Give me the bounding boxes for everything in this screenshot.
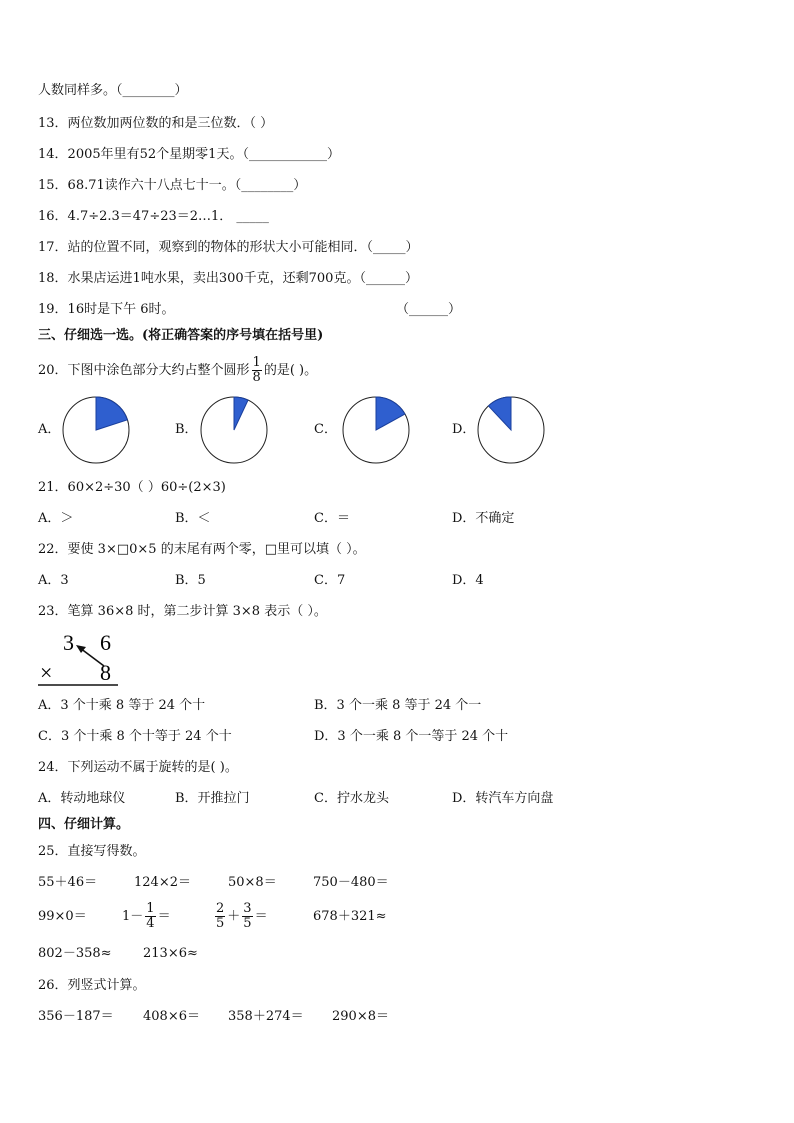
pie-a (60, 394, 132, 466)
q20-option-c-label: C． (314, 422, 337, 437)
pie-c (340, 394, 412, 466)
q26-c: 358＋274＝ (228, 1009, 304, 1024)
q22-option-d: D．4 (452, 573, 484, 588)
q25-r2-c-frac1 (215, 902, 225, 931)
q23-digit-8: 8 (100, 660, 111, 685)
q25: 25．直接写得数。 (38, 844, 146, 859)
q20-suffix: 的是( )。 (263, 363, 318, 378)
q25-r2-c (213, 898, 268, 936)
q18: 18．水果店运进1吨水果，卖出300千克，还剩700克。（______） (38, 271, 418, 286)
q25-r2-d: 678＋321≈ (313, 909, 387, 924)
q25-r2-c-op: ＋ (227, 909, 241, 924)
q25-r2-c-n1: 2 (216, 901, 225, 916)
q25-r1-b: 124×2＝ (134, 875, 191, 890)
q23-multiplication-figure (34, 628, 134, 688)
q22-option-a: A．3 (38, 573, 69, 588)
q16: 16．4.7÷2.3＝47÷23＝2…1． _____ (38, 209, 269, 224)
q13: 13．两位数加两位数的和是三位数．（ ） (38, 116, 274, 131)
q20-fraction (252, 356, 262, 385)
q22-option-c: C．7 (314, 573, 346, 588)
q20-option-a-label: A． (38, 422, 61, 437)
q23: 23．笔算 36×8 时，第二步计算 3×8 表示（ ）。 (38, 604, 327, 619)
q21-option-c: C．＝ (314, 511, 350, 526)
q26-b: 408×6＝ (143, 1009, 200, 1024)
q23-option-a: A．3 个十乘 8 等于 24 个十 (38, 698, 206, 713)
q23-option-c: C．3 个十乘 8 个十等于 24 个十 (38, 729, 232, 744)
q25-r2-b-post: ＝ (157, 909, 171, 924)
q23-times-sign: × (40, 660, 53, 685)
q20-option-b-label: B． (175, 422, 198, 437)
q25-r2-c-d1: 5 (216, 916, 225, 931)
q25-r2-c-frac2 (242, 902, 252, 931)
q23-digit-6: 6 (100, 630, 111, 655)
q14: 14．2005年里有52个星期零1天。（____________） (38, 147, 340, 162)
q23-digit-3: 3 (63, 630, 74, 655)
q25-r2-a: 99×0＝ (38, 909, 87, 924)
q25-r3-a: 802－358≈ (38, 946, 112, 961)
q21: 21．60×2÷30（ ）60÷(2×3) (38, 480, 226, 495)
q15: 15．68.71读作六十八点七十一。（________） (38, 178, 307, 193)
q25-r1-d: 750－480＝ (313, 875, 389, 890)
q25-r2-b-frac (145, 902, 155, 931)
q26: 26．列竖式计算。 (38, 978, 146, 993)
q24-option-c: C．拧水龙头 (314, 791, 389, 806)
q21-option-a: A．＞ (38, 511, 74, 526)
q26-d: 290×8＝ (332, 1009, 389, 1024)
q25-r2-c-d2: 5 (243, 916, 252, 931)
q24: 24．下列运动不属于旋转的是( )。 (38, 760, 238, 775)
q25-r2-b-den: 4 (146, 916, 155, 931)
q20 (38, 354, 317, 388)
q17: 17．站的位置不同，观察到的物体的形状大小可能相同．（_____） (38, 240, 419, 255)
q25-r2-b-num: 1 (146, 901, 155, 916)
q25-r2-c-n2: 3 (243, 901, 252, 916)
q20-frac-num: 1 (252, 355, 261, 370)
q19: 19．16时是下午 6时。 (38, 302, 175, 317)
q19-answer-blank: （______） (396, 302, 462, 317)
pie-d (475, 394, 547, 466)
q20-option-d-label: D． (452, 422, 476, 437)
q25-r2-b (122, 898, 171, 936)
q20-frac-den: 8 (252, 370, 261, 385)
q23-option-b: B．3 个一乘 8 等于 24 个一 (314, 698, 482, 713)
q12-continuation: 人数同样多。（________） (38, 83, 188, 98)
pie-b (198, 394, 270, 466)
section4-title: 四、仔细计算。 (38, 817, 130, 832)
q22: 22．要使 3×□0×5 的末尾有两个零，□里可以填（ ）。 (38, 542, 366, 557)
q25-r1-a: 55＋46＝ (38, 875, 98, 890)
q22-option-b: B．5 (175, 573, 206, 588)
q24-option-b: B．开推拉门 (175, 791, 250, 806)
q23-option-d: D．3 个一乘 8 个一等于 24 个十 (314, 729, 509, 744)
section3-title: 三、仔细选一选。(将正确答案的序号填在括号里) (38, 328, 324, 343)
q20-prefix: 20．下图中涂色部分大约占整个圆形 (38, 363, 250, 378)
q21-option-d: D．不确定 (452, 511, 515, 526)
q21-option-b: B．＜ (175, 511, 211, 526)
q25-r3-b: 213×6≈ (143, 946, 198, 961)
q25-r2-b-pre: 1－ (122, 909, 144, 924)
q26-a: 356－187＝ (38, 1009, 114, 1024)
q25-r2-c-post: ＝ (254, 909, 268, 924)
q25-r1-c: 50×8＝ (228, 875, 277, 890)
q24-option-d: D．转汽车方向盘 (452, 791, 554, 806)
q24-option-a: A．转动地球仪 (38, 791, 126, 806)
